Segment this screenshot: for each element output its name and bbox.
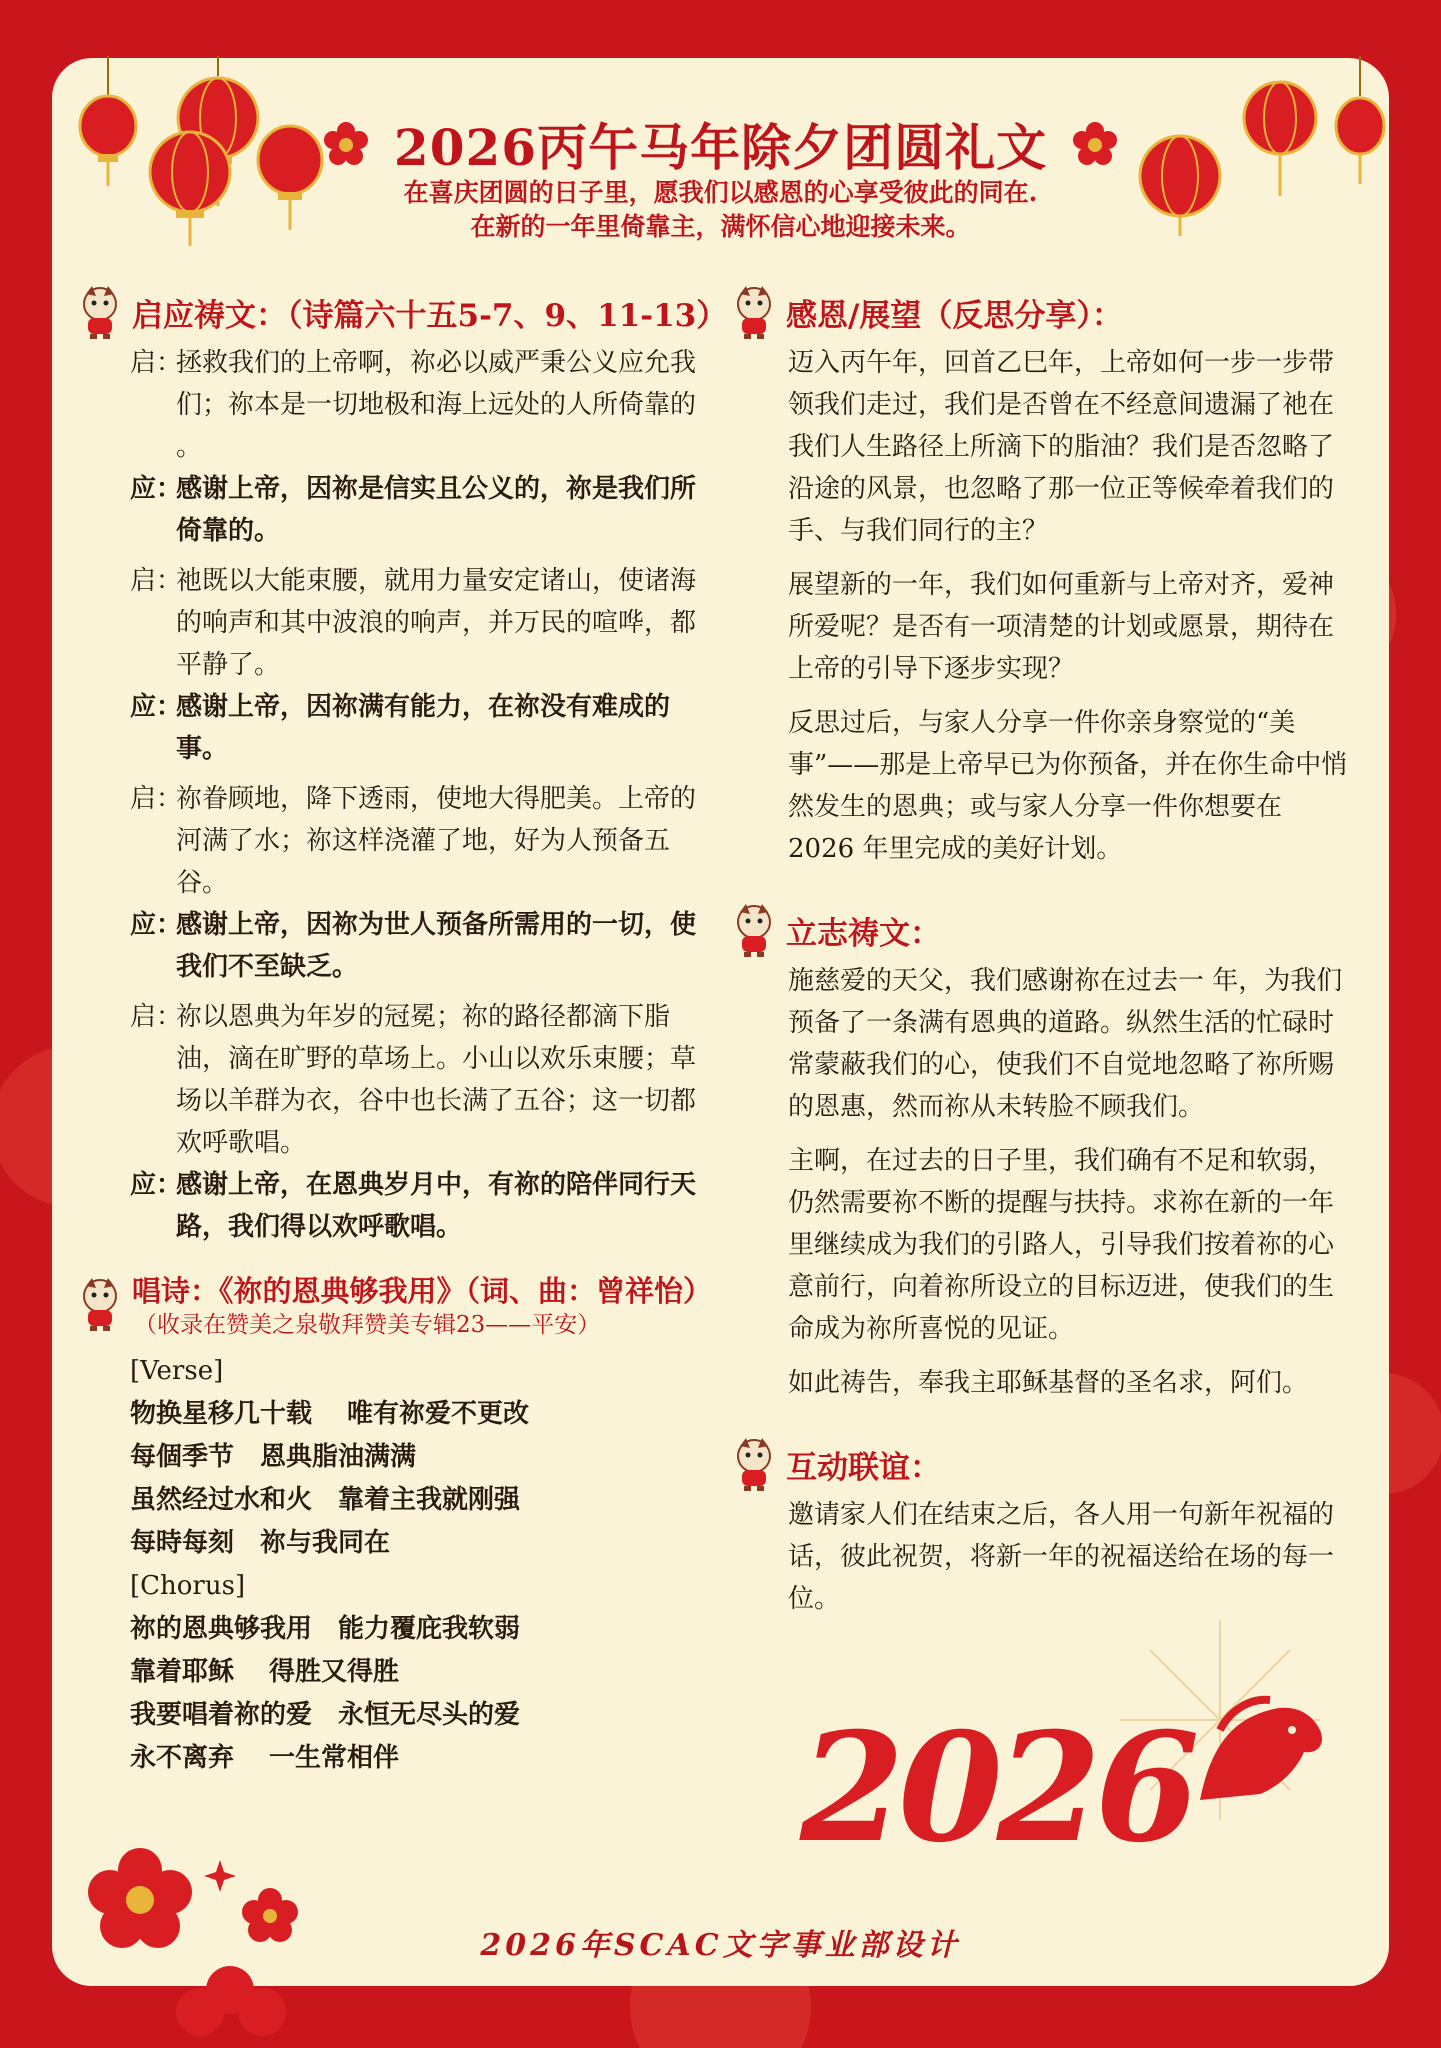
section-title: 互动联谊： bbox=[786, 1449, 941, 1486]
section-header-prayer bbox=[730, 900, 1350, 960]
response-label: 应： bbox=[130, 692, 183, 722]
responsive-list bbox=[76, 342, 706, 1248]
section-header-hymn bbox=[76, 1273, 713, 1338]
horse-mascot-icon bbox=[730, 902, 778, 958]
verse-tag: [Verse] bbox=[130, 1356, 224, 1386]
paragraph: 迈入丙午年，回首乙巳年，上帝如何一步一步带领我们走过，我们是否曾在不经意间遗漏了祂在我们人生路径上所滴下的脂油？我们是否忽略了沿途的风景，也忽略了那一位正等候牵着我们的手、与我们同行的主？ bbox=[788, 348, 1335, 546]
response-label: 应： bbox=[130, 474, 183, 504]
call-text: 祢眷顾地，降下透雨，使地大得肥美。上帝的河满了水；祢这样浇灌了地，好为人预备五谷。 bbox=[176, 784, 697, 898]
call-text: 拯救我们的上帝啊，祢必以威严秉公义应允我们；祢本是一切地极和海上远处的人所倚靠的 。 bbox=[176, 348, 697, 462]
section-header-reflection bbox=[730, 282, 1350, 342]
response-text: 感谢上帝，因祢是信实且公义的，祢是我们所倚靠的。 bbox=[176, 474, 697, 546]
page-title: 2026丙午马年除夕团圆礼文 bbox=[393, 118, 1048, 177]
horse-mascot-icon bbox=[76, 1276, 124, 1332]
flower-icon bbox=[1073, 122, 1117, 166]
paragraph: 邀请家人们在结束之后，各人用一句新年祝福的话，彼此祝贺，将新一年的祝福送给在场的每一位。 bbox=[788, 1500, 1335, 1614]
paragraph: 展望新的一年，我们如何重新与上帝对齐，爱神所爱呢？是否有一项清楚的计划或愿景，期待在上帝的引导下逐步实现？ bbox=[788, 570, 1335, 684]
lyric-line: 每時每刻 祢与我同在 bbox=[130, 1528, 391, 1558]
flower-icon bbox=[324, 122, 368, 166]
response-text: 感谢上帝，在恩典岁月中，有祢的陪伴同行天路，我们得以欢呼歌唱。 bbox=[176, 1170, 697, 1242]
response-text: 感谢上帝，因祢满有能力，在祢没有难成的事。 bbox=[176, 692, 671, 764]
call-label: 启： bbox=[130, 566, 183, 596]
list-item bbox=[130, 778, 706, 904]
subtitle-line-1: 在喜庆团圆的日子里，愿我们以感恩的心享受彼此的同在. bbox=[403, 178, 1038, 207]
paragraph: 如此祷告，奉我主耶稣基督的圣名求，阿们。 bbox=[788, 1368, 1309, 1398]
list-item bbox=[130, 342, 706, 468]
lyric-line: 每個季节 恩典脂油满满 bbox=[130, 1442, 417, 1472]
lyric-line: 永不离弃 一生常相伴 bbox=[130, 1743, 400, 1773]
lyric-line: 祢的恩典够我用 能力覆庇我软弱 bbox=[130, 1614, 521, 1644]
section-title: 感恩/展望（反思分享）： bbox=[786, 297, 1123, 334]
paragraph: 反思过后，与家人分享一件你亲身察觉的“美事”——那是上帝早已为你预备，并在你生命中悄然发生的恩典；或与家人分享一件你想要在 2026 年里完成的美好计划。 bbox=[788, 708, 1348, 864]
response-label: 应： bbox=[130, 1170, 183, 1200]
hymn-title-block bbox=[132, 1269, 712, 1340]
album-note: （收录在赞美之泉敬拜赞美专辑23——平安） bbox=[134, 1311, 601, 1338]
list-item bbox=[130, 996, 706, 1164]
horse-mascot-icon bbox=[730, 284, 778, 340]
lyrics-block bbox=[76, 1350, 706, 1780]
call-text: 祂既以大能束腰，就用力量安定诸山，使诸海的响声和其中波浪的响声，并万民的喧哗，都平静了。 bbox=[176, 566, 697, 680]
list-item bbox=[130, 1164, 706, 1248]
section-header-fellowship bbox=[730, 1434, 1350, 1494]
reflection-body bbox=[730, 342, 1350, 870]
lyric-line: 我要唱着祢的爱 永恒无尽头的爱 bbox=[130, 1700, 521, 1730]
list-item bbox=[130, 686, 706, 770]
paragraph: 施慈爱的天父，我们感谢祢在过去一 年，为我们预备了一条满有恩典的道路。纵然生活的忙碌时常蒙蔽我们的心，使我们不自觉地忽略了祢所赐的恩惠，然而祢从未转脸不顾我们。 bbox=[788, 966, 1343, 1122]
chorus-tag: [Chorus] bbox=[130, 1571, 246, 1601]
horse-head-icon bbox=[1180, 1690, 1330, 1810]
section-title: 唱诗：《祢的恩典够我用》（词、曲：曾祥怡） bbox=[132, 1273, 713, 1308]
left-column bbox=[76, 282, 728, 1780]
horse-mascot-icon bbox=[76, 284, 124, 340]
list-item bbox=[130, 560, 706, 686]
call-label: 启： bbox=[130, 1002, 183, 1032]
horse-mascot-icon bbox=[730, 1436, 778, 1492]
lyric-line: 虽然经过水和火 靠着主我就刚强 bbox=[130, 1485, 521, 1515]
paragraph: 主啊，在过去的日子里，我们确有不足和软弱，仍然需要祢不断的提醒与扶持。求祢在新的一年里继续成为我们的引路人，引导我们按着祢的心意前行，向着祢所设立的目标迈进，使我们的生命成为祢所喜悦的见证。 bbox=[788, 1146, 1335, 1344]
list-item bbox=[130, 904, 706, 988]
section-header-responsive bbox=[76, 282, 728, 342]
right-column bbox=[730, 282, 1350, 1632]
section-title: 启应祷文：（诗篇六十五5-7、9、11-13） bbox=[132, 297, 728, 334]
response-text: 感谢上帝，因祢为世人预备所需用的一切，使我们不至缺乏。 bbox=[176, 910, 697, 982]
lyric-line: 物换星移几十载 唯有祢爱不更改 bbox=[130, 1399, 530, 1429]
call-label: 启： bbox=[130, 348, 183, 378]
subtitle-line-2: 在新的一年里倚靠主，满怀信心地迎接未来。 bbox=[470, 212, 971, 241]
prayer-body bbox=[730, 960, 1350, 1404]
section-title: 立志祷文： bbox=[786, 915, 941, 952]
call-text: 祢以恩典为年岁的冠冕；祢的路径都滴下脂油，滴在旷野的草场上。小山以欢乐束腰；草场以羊群为衣，谷中也长满了五谷；这一切都欢呼歌唱。 bbox=[176, 1002, 697, 1158]
response-label: 应： bbox=[130, 910, 183, 940]
call-label: 启： bbox=[130, 784, 183, 814]
lyric-line: 靠着耶稣 得胜又得胜 bbox=[130, 1657, 400, 1687]
footer-credit: 2026年SCAC文字事业部设计 bbox=[480, 1928, 961, 1963]
title-row bbox=[0, 108, 1441, 180]
list-item bbox=[130, 468, 706, 552]
year-art: 2026 bbox=[800, 1700, 1194, 1876]
